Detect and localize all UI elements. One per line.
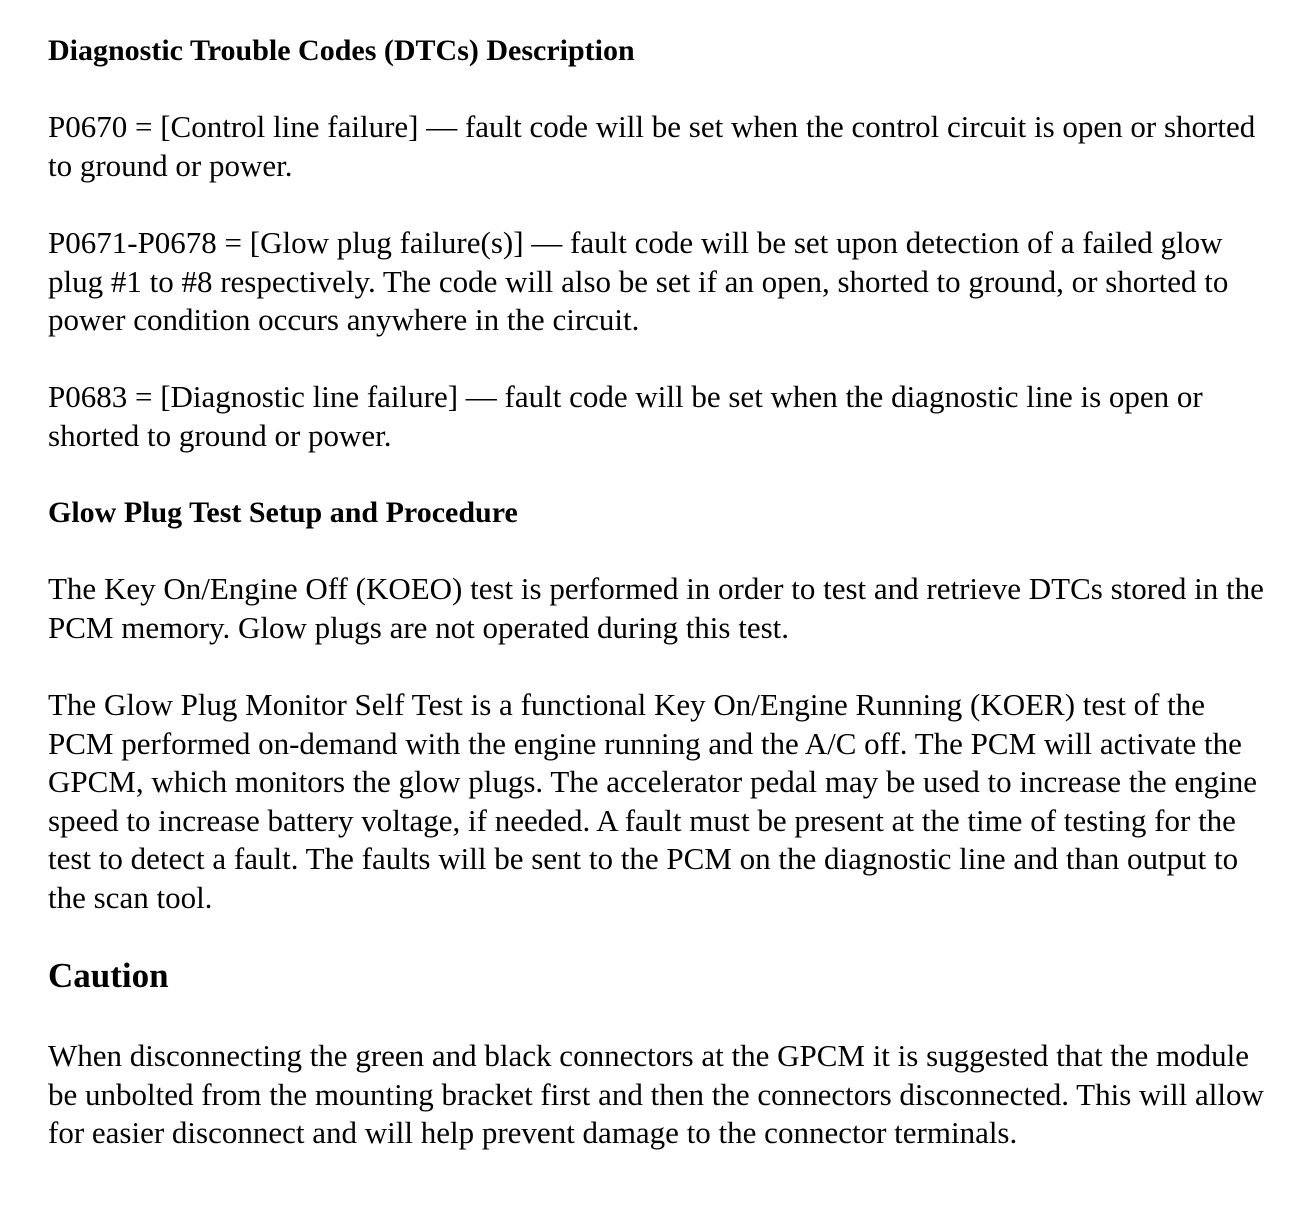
caution-paragraph: When disconnecting the green and black connectors at the GPCM it is suggested that the module be unbolted from the mounting bracket first and then the connectors disconnected. This will allow for easier disconnect and will help prevent damage to the connector terminals. bbox=[48, 1038, 1264, 1150]
koer-paragraph: The Glow Plug Monitor Self Test is a functional Key On/Engine Running (KOER) test of the PCM performed on-demand with the engine running and the A/C off. The PCM will activate the GPCM, which monitors the glow plugs. The accelerator pedal may be used to increase the engine speed to increase battery voltage, if needed. A fault must be present at the time of testing for the test to detect a fault. The faults will be sent to the PCM on the diagnostic line and than output to the scan tool. bbox=[48, 687, 1257, 915]
dtc-p0671-p0678: P0671-P0678 = [Glow plug failure(s)] — fault code will be set upon detection of a failed glow plug #1 to #8 respectively. The code will also be set if an open, shorted to ground, or shorted to power condition occurs anywhere in the circuit. bbox=[48, 225, 1229, 337]
test-procedure-heading: Glow Plug Test Setup and Procedure bbox=[48, 496, 518, 529]
dtc-p0683: P0683 = [Diagnostic line failure] — fault code will be set when the diagnostic line is open or shorted to ground or power. bbox=[48, 379, 1203, 453]
koeo-paragraph: The Key On/Engine Off (KOEO) test is performed in order to test and retrieve DTCs stored in the PCM memory. Glow plugs are not operated during this test. bbox=[48, 571, 1264, 645]
dtc-p0670: P0670 = [Control line failure] — fault code will be set when the control circuit is open or shorted to ground or power. bbox=[48, 109, 1256, 183]
caution-heading: Caution bbox=[48, 956, 169, 995]
dtc-heading: Diagnostic Trouble Codes (DTCs) Description bbox=[48, 34, 635, 67]
